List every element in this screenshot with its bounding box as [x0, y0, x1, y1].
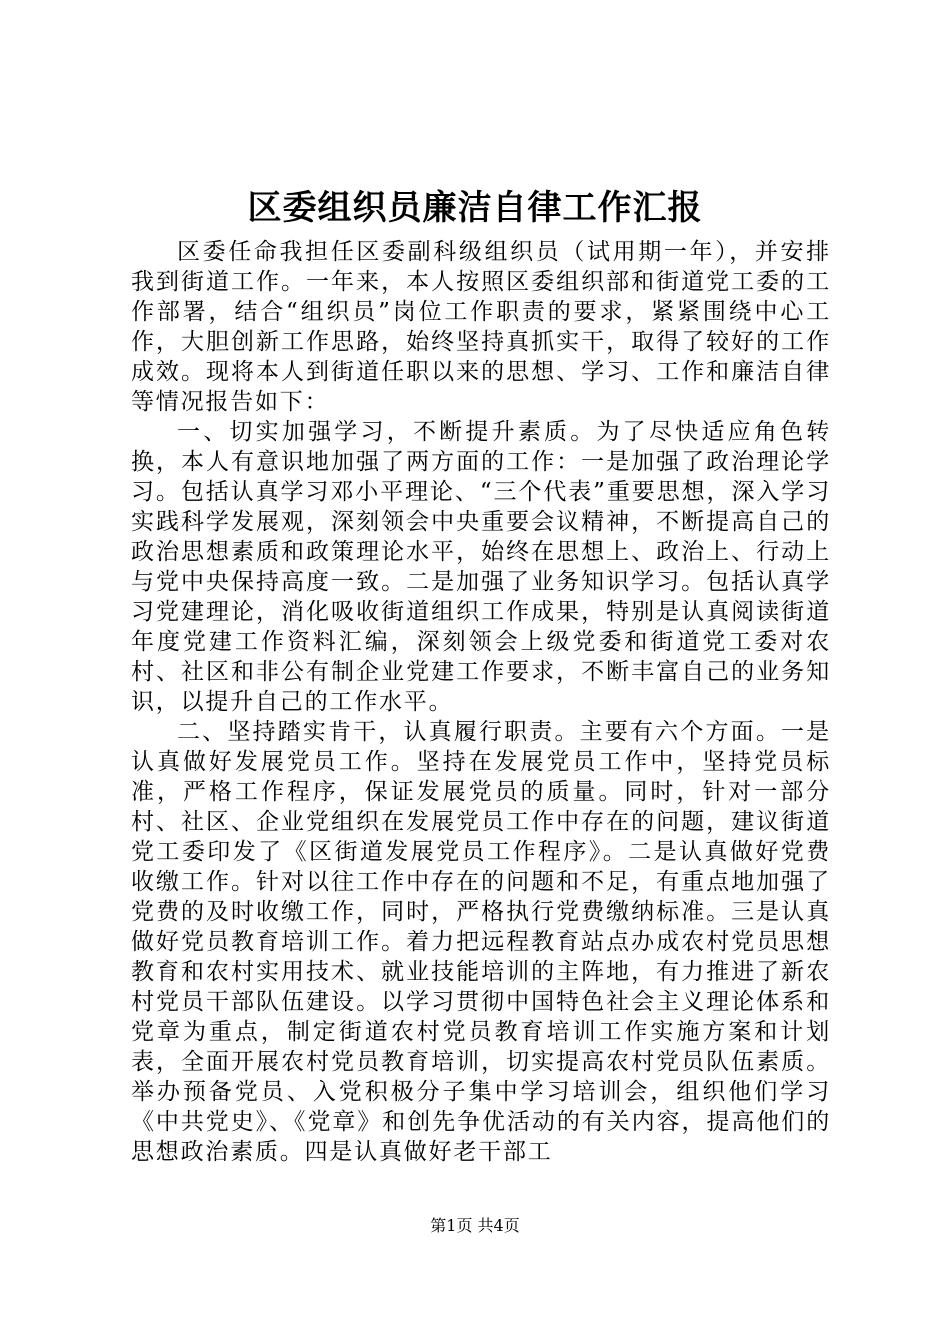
paragraph-duties: 二、坚持踏实肯干，认真履行职责。主要有六个方面。一是认真做好发展党员工作。坚持在发展党员工作中，坚持党员标准，严格工作程序，保证发展党员的质量。同时，针对一部分村、社区、企业党组织在发展党员工作中存在的问题，建议街道党工委印发了《区街道发展党员工作程序》。二是认真做好党费收缴工作。针对以往工作中存在的问题和不足，有重点地加强了党费的及时收缴工作，同时，严格执行党费缴纳标准。三是认真做好党员教育培训工作。着力把远程教育站点办成农村党员思想教育和农村实用技术、就业技能培训的主阵地，有力推进了新农村党员干部队伍建设。以学习贯彻中国特色社会主义理论体系和党章为重点，制定街道农村党员教育培训工作实施方案和计划表，全面开展农村党员教育培训，切实提高农村党员队伍素质。举办预备党员、入党积极分子集中学习培训会，组织他们学习《中共党史》、《党章》和创先争优活动的有关内容，提高他们的思想政治素质。四是认真做好老干部工	[131, 719, 831, 1165]
document-title: 区委组织员廉洁自律工作汇报	[247, 188, 703, 228]
paragraph-intro: 区委任命我担任区委副科级组织员（试用期一年），并安排我到街道工作。一年来，本人按照区委组织部和街道党工委的工作部署，结合“组织员”岗位工作职责的要求，紧紧围绕中心工作，大胆创新工作思路，始终坚持真抓实干，取得了较好的工作成效。现将本人到街道任职以来的思想、学习、工作和廉洁自律等情况报告如下：	[131, 239, 831, 415]
paragraph-study: 一、切实加强学习，不断提升素质。为了尽快适应角色转换，本人有意识地加强了两方面的工作：一是加强了政治理论学习。包括认真学习邓小平理论、“三个代表”重要思想，深入学习实践科学发展观，深刻领会中央重要会议精神，不断提高自己的政治思想素质和政策理论水平，始终在思想上、政治上、行动上与党中央保持高度一致。二是加强了业务知识学习。包括认真学习党建理论，消化吸收街道组织工作成果，特别是认真阅读街道年度党建工作资料汇编，深刻领会上级党委和街道党工委对农村、社区和非公有制企业党建工作要求，不断丰富自己的业务知识，以提升自己的工作水平。	[131, 419, 831, 715]
page-number-footer: 第1页 共4页	[430, 1216, 520, 1235]
document-body	[131, 237, 831, 1167]
